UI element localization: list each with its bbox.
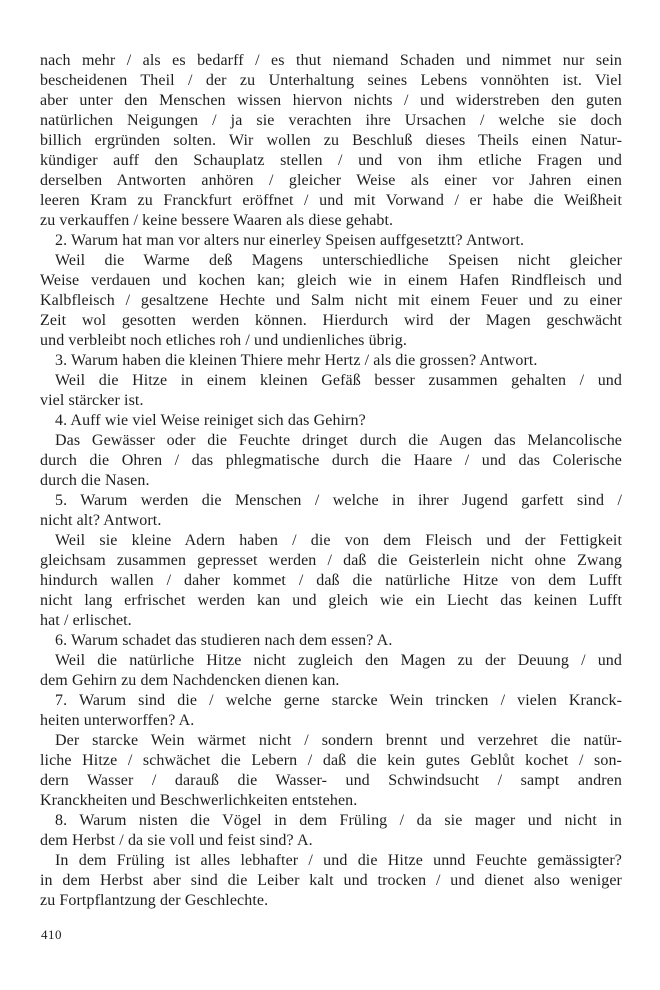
paragraph [40, 411, 622, 431]
text-line: und verbleibt noch etliches roh / und undienliches übrig. [40, 332, 407, 349]
text-line: dern Wasser / darauß die Wasser- und Schwindsucht / sampt andren [40, 772, 622, 789]
paragraph [40, 731, 622, 811]
paragraph [40, 651, 622, 691]
text-line: zu Fortpflantzung der Geschlechte. [40, 892, 269, 909]
text-line: Weise verdauen und kochen kan; gleich wie in einem Hafen Rindfleisch und [40, 272, 622, 289]
paragraph [40, 631, 622, 651]
text-line: leeren Kram zu Franckfurt eröffnet / und mit Vorwand / er habe die Weißheit [40, 192, 622, 209]
text-line: nach mehr / als es bedarff / es thut niemand Schaden und nimmet nur sein [40, 52, 622, 69]
paragraph [40, 371, 622, 411]
text-line: 4. Auff wie viel Weise reiniget sich das Gehirn? [55, 412, 366, 429]
text-line: dem Herbst / da sie voll und feist sind? A. [40, 832, 313, 849]
paragraph [40, 251, 622, 351]
text-line: bescheidenen Theil / der zu Unterhaltung seines Lebens vonnöhten ist. Viel [40, 72, 622, 89]
text-line: durch die Ohren / das phlegmatische durch die Haare / und das Colerische [40, 452, 622, 469]
paragraph [40, 431, 622, 491]
text-line: Weil die Warme deß Magens unterschiedliche Speisen nicht gleicher [55, 252, 622, 269]
paragraph [40, 811, 622, 851]
text-line: 5. Warum werden die Menschen / welche in ihrer Jugend garfett sind / [55, 492, 622, 509]
text-line: nicht lang erfrischet werden kan und gleich wie ein Liecht das keinen Lufft [40, 592, 622, 609]
paragraph [40, 851, 622, 911]
text-line: 3. Warum haben die kleinen Thiere mehr Hertz / als die grossen? Antwort. [55, 352, 538, 369]
text-line: dem Gehirn zu dem Nachdencken dienen kan. [40, 672, 340, 689]
paragraph [40, 231, 622, 251]
paragraph [40, 351, 622, 371]
paragraph [40, 691, 622, 731]
text-line: aber unter den Menschen wissen hiervon nichts / und widerstreben den guten [40, 92, 622, 109]
text-line: 8. Warum nisten die Vögel in dem Früling / da sie mager und nicht in [55, 812, 622, 829]
text-line: Kranckheiten und Beschwerlichkeiten entstehen. [40, 792, 358, 809]
text-line: zu verkauffen / keine bessere Waaren als diese gehabt. [40, 212, 394, 229]
text-line: 2. Warum hat man vor alters nur einerley Speisen auffgesetztt? Antwort. [55, 232, 525, 249]
text-line: kündiger auff den Schauplatz stellen / und von ihm etliche Fragen und [40, 152, 622, 169]
paragraph [40, 51, 622, 231]
text-line: durch die Nasen. [40, 472, 150, 489]
paragraph [40, 491, 622, 531]
text-line: In dem Früling ist alles lebhafter / und die Hitze unnd Feuchte gemässigter? [55, 852, 622, 869]
text-line: Kalbfleisch / gesaltzene Hechte und Salm nicht mit einem Feuer und zu einer [40, 292, 622, 309]
text-line: billich ergründen solten. Wir wollen zu Beschluß dieses Theils einen Natur- [40, 132, 622, 149]
text-line: hindurch wallen / daher kommet / daß die natürliche Hitze von dem Lufft [40, 572, 622, 589]
text-line: heiten unterworffen? A. [40, 712, 195, 729]
text-line: Zeit wol gesotten werden können. Hierdurch wird der Magen geschwächt [40, 312, 622, 329]
text-line: hat / erlischet. [40, 612, 132, 629]
text-line: Das Gewässer oder die Feuchte dringet durch die Augen das Melancolische [55, 432, 622, 449]
page-number: 410 [41, 927, 62, 942]
text-line: derselben Antworten anhören / gleicher Weise als einer vor Jahren einen [40, 172, 622, 189]
text-line: Der starcke Wein wärmet nicht / sondern brennt und verzehret die natür- [55, 732, 622, 749]
text-line: 6. Warum schadet das studieren nach dem essen? A. [55, 632, 393, 649]
text-line: Weil die natürliche Hitze nicht zugleich den Magen zu der Deuung / und [55, 652, 622, 669]
text-line: natürlichen Neigungen / ja sie verachten ihre Ursachen / welche sie doch [40, 112, 622, 129]
text-line: in dem Herbst aber sind die Leiber kalt und trocken / und dienet also weniger [40, 872, 622, 889]
text-line: liche Hitze / schwächet die Lebern / daß die kein gutes Geblůt kochet / son- [40, 752, 622, 769]
text-line: viel stärcker ist. [40, 392, 144, 409]
paragraph [40, 531, 622, 631]
page-text [40, 51, 622, 911]
text-line: gleichsam zusammen gepresset werden / daß die Geisterlein nicht ohne Zwang [40, 552, 622, 569]
text-line: Weil sie kleine Adern haben / die von dem Fleisch und der Fettigkeit [55, 532, 622, 549]
text-line: 7. Warum sind die / welche gerne starcke Wein trincken / vielen Kranck- [55, 692, 622, 709]
text-line: nicht alt? Antwort. [40, 512, 162, 529]
text-line: Weil die Hitze in einem kleinen Gefäß besser zusammen gehalten / und [55, 372, 622, 389]
